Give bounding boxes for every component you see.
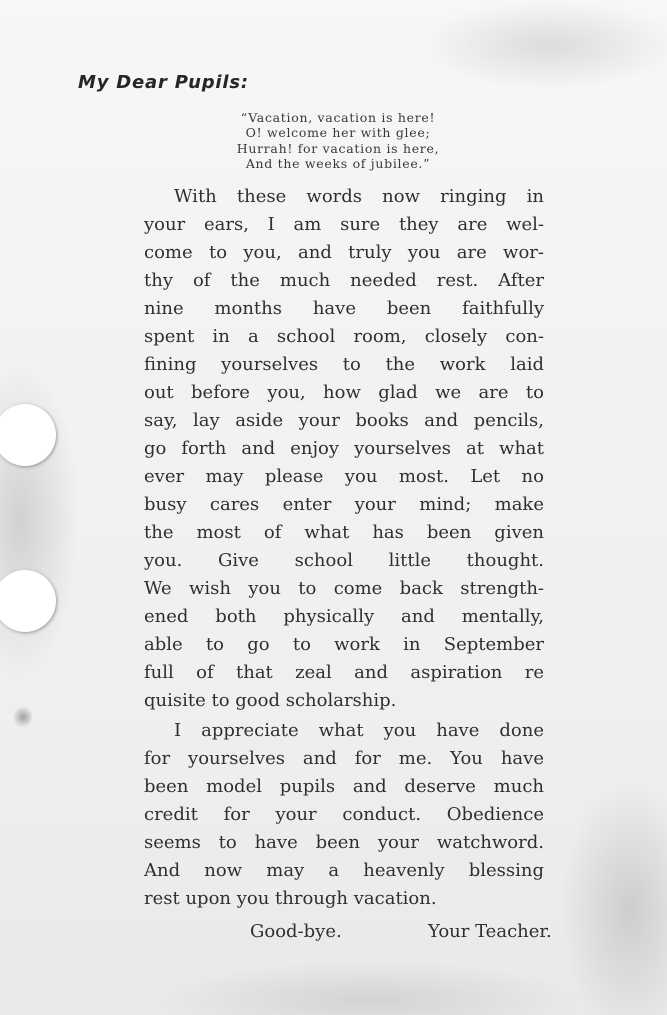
poem-line: And the weeks of jubilee.” xyxy=(245,155,431,171)
body-line: spent in a school room, closely con- xyxy=(144,326,544,347)
binder-hole xyxy=(0,570,56,632)
body-line: for yourselves and for me. You have xyxy=(144,748,544,769)
poem-line: “Vacation, vacation is here! xyxy=(240,110,436,125)
body-line: And now may a heavenly blessing xyxy=(144,860,544,881)
body-line: your ears, I am sure they are wel- xyxy=(144,214,544,235)
body-line: fining yourselves to the work laid xyxy=(144,354,544,375)
poem-line: O! welcome her with glee; xyxy=(245,125,431,141)
body-line: busy cares enter your mind; make xyxy=(144,494,544,515)
body-line: been model pupils and deserve much xyxy=(144,776,544,797)
body-line: you. Give school little thought. xyxy=(144,550,544,571)
poem-stanza xyxy=(168,110,508,171)
body-line: the most of what has been given xyxy=(144,522,544,543)
body-line: With these words now ringing in xyxy=(174,186,544,207)
body-line: come to you, and truly you are wor- xyxy=(144,242,544,263)
paper-stain xyxy=(560,780,667,1015)
body-line: I appreciate what you have done xyxy=(174,720,544,741)
body-line: credit for your conduct. Obedience xyxy=(144,804,544,825)
ink-spot xyxy=(14,706,32,728)
body-line: thy of the much needed rest. After xyxy=(144,270,544,291)
signature-teacher: Your Teacher. xyxy=(428,921,552,942)
body-line: full of that zeal and aspiration re xyxy=(144,662,544,683)
body-line: rest upon you through vacation. xyxy=(144,888,437,909)
body-line: go forth and enjoy yourselves at what xyxy=(144,438,544,459)
body-line: quisite to good scholarship. xyxy=(144,690,397,711)
body-line: out before you, how glad we are to xyxy=(144,382,544,403)
body-line: seems to have been your watchword. xyxy=(144,832,544,853)
paper-stain xyxy=(160,960,580,1015)
body-line: ened both physically and mentally, xyxy=(144,606,544,627)
body-line: We wish you to come back strength- xyxy=(144,578,544,599)
body-line: say, lay aside your books and pencils, xyxy=(144,410,544,431)
body-line: ever may please you most. Let no xyxy=(144,466,544,487)
letter-greeting: My Dear Pupils: xyxy=(78,72,249,93)
binder-hole xyxy=(0,404,56,466)
body-line: able to go to work in September xyxy=(144,634,544,655)
poem-line: Hurrah! for vacation is here, xyxy=(236,140,440,156)
paper-stain xyxy=(420,0,667,90)
closing-goodbye: Good-bye. xyxy=(250,921,342,942)
body-line: nine months have been faithfully xyxy=(144,298,544,319)
